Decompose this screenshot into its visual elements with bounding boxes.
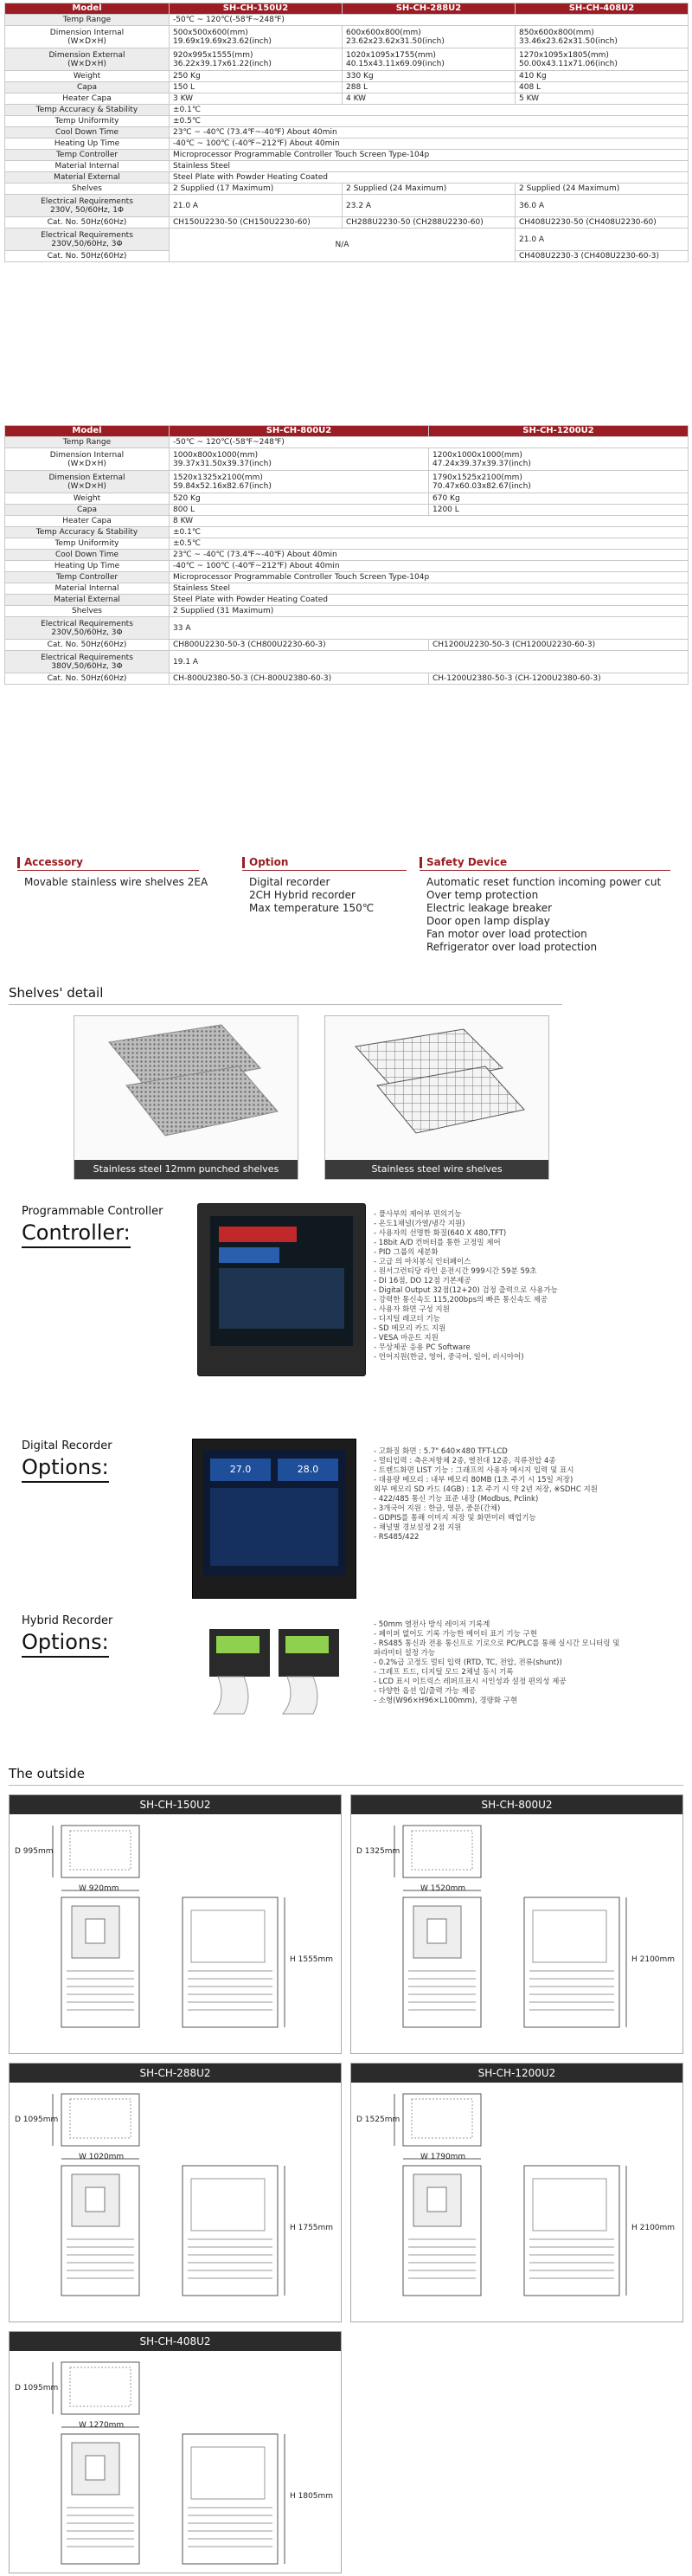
feature-line: - 50mm 열전사 방식 레이저 기록계 [374, 1620, 490, 1629]
table-row [5, 561, 689, 572]
feature-line: - 소형(W96×H96×L100mm), 경량화 구현 [374, 1697, 518, 1705]
row-label: Material External [5, 172, 170, 184]
row-value: 1000x800x1000(mm) 39.37x31.50x39.37(inch) [170, 448, 429, 471]
safety-title: Safety Device [426, 856, 508, 868]
model-column-header: SH-CH-800U2 [170, 426, 429, 437]
digital-recorder-image [192, 1439, 356, 1599]
safety-item: Door open lamp display [426, 915, 550, 927]
row-value: 23℃ ~ -40℃ (73.4℉~-40℉) About 40min [170, 127, 689, 138]
accessory-title: Accessory [24, 856, 83, 868]
row-value: ±0.5℃ [170, 538, 689, 550]
depth-dimension: D 1095mm [15, 2116, 59, 2124]
table-row [5, 82, 689, 93]
row-label: Temp Uniformity [5, 538, 170, 550]
height-dimension: H 2100mm [631, 2224, 676, 2232]
channel-readout: 28.0 [278, 1459, 338, 1481]
row-value: 19.1 A [170, 651, 689, 673]
controller-screen [210, 1216, 353, 1346]
punched-shelf-caption: Stainless steel 12mm punched shelves [74, 1160, 298, 1179]
feature-line: - 고화질 화면 : 5.7" 640×480 TFT-LCD [374, 1447, 508, 1456]
model-column-header: SH-CH-1200U2 [429, 426, 689, 437]
row-value: 1020x1095x1755(mm) 40.15x43.11x69.09(inch) [343, 48, 516, 71]
feature-line: - DI 16점, DO 12점 기본제공 [374, 1277, 471, 1285]
outside-panel [350, 1794, 683, 2054]
accessory-bar [17, 857, 20, 868]
row-value: CH288U2230-50 (CH288U2230-60) [343, 217, 516, 229]
row-label: Heating Up Time [5, 138, 170, 150]
panel-model-name: SH-CH-1200U2 [351, 2064, 682, 2083]
table-row [5, 138, 689, 150]
controller-features [374, 1210, 633, 1362]
row-value: 1200 L [429, 505, 689, 516]
row-value: 2 Supplied (31 Maximum) [170, 606, 689, 617]
wire-shelf-illustration [325, 1016, 548, 1159]
row-value: N/A [170, 229, 516, 262]
row-value: 2 Supplied (17 Maximum) [170, 184, 343, 195]
table-row [5, 505, 689, 516]
feature-line: - 422/485 통신 기능 표준 내장 (Modbus, Pclink) [374, 1495, 539, 1504]
row-value: 2 Supplied (24 Maximum) [343, 184, 516, 195]
screen-bar [219, 1227, 297, 1242]
row-label: Dimension External (W×D×H) [5, 48, 170, 71]
feature-line: - 멀티입력 : 측온저항체 2종, 열전대 12종, 직류전압 4종 [374, 1457, 556, 1465]
width-dimension: W 920mm [79, 1884, 119, 1893]
hybrid-big-title: Options: [22, 1630, 109, 1658]
panel-model-name: SH-CH-288U2 [10, 2064, 341, 2083]
divider [9, 1785, 683, 1786]
feature-line: - Digital Output 32점(12+20) 검정 출력으로 사용가능 [374, 1286, 558, 1295]
row-label: Temp Controller [5, 150, 170, 161]
row-label: Temp Range [5, 437, 170, 448]
row-value: 2 Supplied (24 Maximum) [516, 184, 689, 195]
row-value: 800 L [170, 505, 429, 516]
table-row [5, 673, 689, 685]
table-row [5, 493, 689, 505]
chamber-drawing [351, 1815, 682, 2054]
height-dimension: H 1755mm [290, 2224, 334, 2232]
row-value: CH1200U2230-50-3 (CH1200U2230-60-3) [429, 640, 689, 651]
row-label: Weight [5, 71, 170, 82]
feature-line: - 풀사부의 제어부 편의기능 [374, 1210, 462, 1219]
option-title: Option [249, 856, 289, 868]
feature-line: - SD 메모리 카드 지원 [374, 1324, 446, 1333]
safety-item: Over temp protection [426, 889, 539, 901]
feature-line: - 그레프 트드, 디지털 모드 2채널 동시 기록 [374, 1668, 514, 1677]
row-value: CH408U2230-50 (CH408U2230-60) [516, 217, 689, 229]
feature-line: - 채널별 경보설정 2점 지원 [374, 1523, 462, 1532]
depth-dimension: D 1095mm [15, 2384, 59, 2392]
feature-line: - 원서그런티당 라인 운전시간 999시간 59분 59초 [374, 1267, 537, 1276]
row-label: Electrical Requirements 380V,50/60Hz, 3Φ [5, 651, 170, 673]
row-value: 1270x1095x1805(mm) 50.00x43.11x71.06(inch) [516, 48, 689, 71]
width-dimension: W 1020mm [79, 2153, 125, 2161]
row-value: 920x995x1555(mm) 36.22x39.17x61.22(inch) [170, 48, 343, 71]
model-header: Model [5, 426, 170, 437]
shelves-heading: Shelves' detail [9, 985, 104, 1001]
punched-shelf-illustration [74, 1016, 298, 1159]
outside-heading: The outside [9, 1766, 85, 1781]
row-label: Shelves [5, 606, 170, 617]
table-row [5, 71, 689, 82]
table-row [5, 583, 689, 595]
safety-list [426, 876, 661, 954]
row-label: Cool Down Time [5, 127, 170, 138]
row-value: Stainless Steel [170, 161, 689, 172]
table-row [5, 127, 689, 138]
row-value: 600x600x800(mm) 23.62x23.62x31.50(inch) [343, 26, 516, 48]
table-row [5, 527, 689, 538]
outside-panel [9, 1794, 342, 2054]
panel-model-name: SH-CH-800U2 [351, 1795, 682, 1814]
option-item: Max temperature 150℃ [249, 902, 375, 914]
table-header-row [5, 3, 689, 15]
row-label: Temp Controller [5, 572, 170, 583]
row-value: 410 Kg [516, 71, 689, 82]
row-value: 408 L [516, 82, 689, 93]
row-label: Material Internal [5, 583, 170, 595]
row-label: Heater Capa [5, 93, 170, 105]
table-row [5, 229, 689, 251]
row-label: Weight [5, 493, 170, 505]
feature-line: - 18bit A/D 컨버터를 통한 고정밀 제어 [374, 1239, 501, 1247]
option-bar [242, 857, 245, 868]
row-label: Temp Accuracy & Stability [5, 527, 170, 538]
model-column-header: SH-CH-150U2 [170, 3, 343, 15]
feature-line: - LCD 표시 이트릭스 레퍼프표시 시인성과 설정 편의성 제공 [374, 1678, 567, 1686]
safety-item: Fan motor over load protection [426, 928, 587, 940]
option-item: 2CH Hybrid recorder [249, 889, 356, 901]
feature-line: - 언어지원(한글, 영어, 중국어, 일어, 러시아어) [374, 1353, 524, 1362]
panel-model-name: SH-CH-408U2 [10, 2332, 341, 2351]
panel-model-name: SH-CH-150U2 [10, 1795, 341, 1814]
controller-image [197, 1203, 366, 1376]
chamber-drawing [10, 2083, 341, 2322]
model-header: Model [5, 3, 170, 15]
row-value: Microprocessor Programmable Controller Touch Screen Type-104p [170, 572, 689, 583]
table-row [5, 93, 689, 105]
wire-shelf-caption: Stainless steel wire shelves [325, 1160, 548, 1179]
table-row [5, 195, 689, 217]
row-value: 850x600x800(mm) 33.46x23.62x31.50(inch) [516, 26, 689, 48]
table-row [5, 26, 689, 48]
row-value: -40℃ ~ 100℃ (-40℉~212℉) About 40min [170, 561, 689, 572]
table-row [5, 217, 689, 229]
table-header-row [5, 426, 689, 437]
feature-line: - 고급 의 마치봉식 인터페이스 [374, 1258, 471, 1266]
feature-line: - 대용량 메모리 : 내부 메모리 80MB (1초 주기 시 15일 저장) [374, 1476, 573, 1484]
feature-line: - RS485/422 [374, 1533, 420, 1542]
row-value: CH-1200U2380-50-3 (CH-1200U2380-60-3) [429, 673, 689, 685]
table-row [5, 48, 689, 71]
row-label: Heater Capa [5, 516, 170, 527]
row-value: 670 Kg [429, 493, 689, 505]
row-label: Capa [5, 82, 170, 93]
screen-graph [219, 1268, 344, 1329]
row-value: 36.0 A [516, 195, 689, 217]
table-row [5, 471, 689, 493]
feature-line: - 디지털 레코더 기능 [374, 1315, 440, 1323]
row-value: CH408U2230-3 (CH408U2230-60-3) [516, 251, 689, 262]
table-row [5, 595, 689, 606]
table-row [5, 550, 689, 561]
feature-line: 파라미터 설정 가능 [374, 1649, 436, 1658]
safety-bar [420, 857, 422, 868]
row-value: 330 Kg [343, 71, 516, 82]
row-value: 8 KW [170, 516, 689, 527]
digital-features [374, 1447, 633, 1542]
width-dimension: W 1790mm [420, 2153, 466, 2161]
table-row [5, 606, 689, 617]
row-value: 500x500x600(mm) 19.69x19.69x23.62(inch) [170, 26, 343, 48]
row-value: 520 Kg [170, 493, 429, 505]
table-row [5, 640, 689, 651]
feature-line: 외부 메모리 SD 카드 (4GB) : 1초 주기 시 약 2년 저장, ※SDHC 지원 [374, 1485, 598, 1494]
table-row [5, 448, 689, 471]
row-label: Electrical Requirements 230V,50/60Hz, 3Φ [5, 229, 170, 251]
hybrid-features [374, 1620, 633, 1706]
row-value: -50℃ ~ 120℃(-58℉~248℉) [170, 15, 689, 26]
feature-line: - 3개국어 지원 : 한글, 영문, 중문(간체) [374, 1504, 501, 1513]
row-label: Temp Uniformity [5, 116, 170, 127]
feature-line: - 다양한 옵션 입/출력 가능 제공 [374, 1687, 476, 1696]
table-row [5, 105, 689, 116]
table-row [5, 516, 689, 527]
outside-panel [9, 2331, 342, 2573]
row-value: Microprocessor Programmable Controller Touch Screen Type-104p [170, 150, 689, 161]
feature-line: - PID 그룹의 세분화 [374, 1248, 439, 1257]
table-row [5, 617, 689, 640]
row-value: Steel Plate with Powder Heating Coated [170, 595, 689, 606]
row-value: -50℃ ~ 120℃(-58℉~248℉) [170, 437, 689, 448]
row-label: Cat. No. 50Hz(60Hz) [5, 217, 170, 229]
punched-shelf-figure [74, 1015, 298, 1180]
row-value: ±0.1℃ [170, 527, 689, 538]
row-value: 5 KW [516, 93, 689, 105]
table-row [5, 184, 689, 195]
row-value: -40℃ ~ 100℃ (-40℉~212℉) About 40min [170, 138, 689, 150]
table-row [5, 172, 689, 184]
row-label: Temp Accuracy & Stability [5, 105, 170, 116]
row-value: 3 KW [170, 93, 343, 105]
width-dimension: W 1270mm [79, 2421, 125, 2430]
divider [17, 870, 199, 871]
row-value: 1200x1000x1000(mm) 47.24x39.37x39.37(inch) [429, 448, 689, 471]
controller-small-title: Programmable Controller [22, 1205, 163, 1218]
divider [242, 870, 407, 871]
table-row [5, 538, 689, 550]
row-value: CH150U2230-50 (CH150U2230-60) [170, 217, 343, 229]
row-value: Steel Plate with Powder Heating Coated [170, 172, 689, 184]
feature-line: - 0.2%급 고정도 멀티 입력 (RTD, TC, 전압, 전류(shunt)) [374, 1658, 562, 1667]
model-column-header: SH-CH-408U2 [516, 3, 689, 15]
row-value: CH800U2230-50-3 (CH800U2230-60-3) [170, 640, 429, 651]
row-value: 4 KW [343, 93, 516, 105]
row-label: Material External [5, 595, 170, 606]
row-value: 33 A [170, 617, 689, 640]
accessory-list [24, 876, 208, 889]
digital-small-title: Digital Recorder [22, 1439, 112, 1452]
depth-dimension: D 995mm [15, 1847, 54, 1856]
row-label: Cat. No. 50Hz(60Hz) [5, 640, 170, 651]
screen-bar [219, 1247, 279, 1263]
row-value: ±0.5℃ [170, 116, 689, 127]
outside-panel [350, 2063, 683, 2322]
option-list [249, 876, 374, 915]
hybrid-recorder-image [192, 1612, 356, 1716]
row-value: Stainless Steel [170, 583, 689, 595]
row-label: Electrical Requirements 230V,50/60Hz, 3Φ [5, 617, 170, 640]
controller-big-title: Controller: [22, 1220, 131, 1248]
feature-line: - 페이퍼 없어도 기록 가능한 메이터 표기 기능 구현 [374, 1630, 537, 1639]
safety-item: Automatic reset function incoming power cut [426, 876, 662, 888]
feature-line: - 무상제공 응용 PC Software [374, 1343, 471, 1352]
safety-item: Electric leakage breaker [426, 902, 553, 914]
height-dimension: H 1805mm [290, 2492, 334, 2501]
table-row [5, 651, 689, 673]
table-row [5, 116, 689, 127]
wire-shelf-figure [324, 1015, 549, 1180]
spec-table-1 [4, 3, 689, 262]
feature-line: - GDPIS를 통해 이미지 저장 및 화면미러 백업기능 [374, 1514, 536, 1523]
feature-line: - 온도1채널(가열/냉각 지원) [374, 1220, 465, 1228]
option-item: Digital recorder [249, 876, 330, 888]
row-label: Shelves [5, 184, 170, 195]
feature-line: - 트렌드화면 LIST 기능 : 그래프의 사용자 메시지 입력 및 표시 [374, 1466, 574, 1475]
feature-line: - VESA 마운트 지원 [374, 1334, 439, 1343]
recorder-screen [203, 1450, 346, 1575]
row-value: 1790x1525x2100(mm) 70.47x60.03x82.67(inch) [429, 471, 689, 493]
table-row [5, 15, 689, 26]
row-value: CH-800U2380-50-3 (CH-800U2380-60-3) [170, 673, 429, 685]
accessory-item: Movable stainless wire shelves 2EA [24, 876, 208, 888]
row-value: 150 L [170, 82, 343, 93]
chamber-drawing [10, 1815, 341, 2054]
depth-dimension: D 1525mm [356, 2116, 400, 2124]
model-column-header: SH-CH-288U2 [343, 3, 516, 15]
divider [9, 1004, 562, 1005]
recorder-grid [210, 1488, 338, 1566]
divider [420, 870, 670, 871]
row-label: Capa [5, 505, 170, 516]
row-value: 288 L [343, 82, 516, 93]
table-row [5, 572, 689, 583]
row-value: 250 Kg [170, 71, 343, 82]
row-label: Heating Up Time [5, 561, 170, 572]
safety-item: Refrigerator over load protection [426, 941, 598, 953]
chamber-drawing [351, 2083, 682, 2322]
row-label: Dimension External (W×D×H) [5, 471, 170, 493]
table-row [5, 150, 689, 161]
row-label: Dimension Internal (W×D×H) [5, 448, 170, 471]
spec-table-2 [4, 425, 689, 685]
row-label: Cat. No. 50Hz(60Hz) [5, 251, 170, 262]
feature-line: - 사용자 화면 구성 지원 [374, 1305, 450, 1314]
digital-big-title: Options: [22, 1455, 109, 1483]
row-label: Cool Down Time [5, 550, 170, 561]
row-label: Temp Range [5, 15, 170, 26]
table-row [5, 437, 689, 448]
height-dimension: H 2100mm [631, 1955, 676, 1964]
chamber-drawing [10, 2352, 341, 2573]
outside-panel [9, 2063, 342, 2322]
feature-line: - 사용자의 선명한 화질(640 X 480,TFT) [374, 1229, 507, 1238]
row-label: Cat. No. 50Hz(60Hz) [5, 673, 170, 685]
row-value: 23℃ ~ -40℃ (73.4℉~-40℉) About 40min [170, 550, 689, 561]
row-label: Electrical Requirements 230V, 50/60Hz, 1Φ [5, 195, 170, 217]
height-dimension: H 1555mm [290, 1955, 334, 1964]
feature-line: - RS485 통신과 전용 통신프로 기로으로 PC/PLC를 통해 실시간 모니터링 및 [374, 1639, 620, 1648]
row-label: Material Internal [5, 161, 170, 172]
row-value: 1520x1325x2100(mm) 59.84x52.16x82.67(inch) [170, 471, 429, 493]
row-value: 23.2 A [343, 195, 516, 217]
row-label: Dimension Internal (W×D×H) [5, 26, 170, 48]
row-value: ±0.1℃ [170, 105, 689, 116]
table-row [5, 161, 689, 172]
hybrid-small-title: Hybrid Recorder [22, 1614, 113, 1627]
width-dimension: W 1520mm [420, 1884, 466, 1893]
feature-line: - 강력한 통신속도 115,200bps의 빠른 통신속도 제공 [374, 1296, 548, 1304]
depth-dimension: D 1325mm [356, 1847, 400, 1856]
channel-readout: 27.0 [210, 1459, 271, 1481]
row-value: 21.0 A [516, 229, 689, 251]
row-value: 21.0 A [170, 195, 343, 217]
